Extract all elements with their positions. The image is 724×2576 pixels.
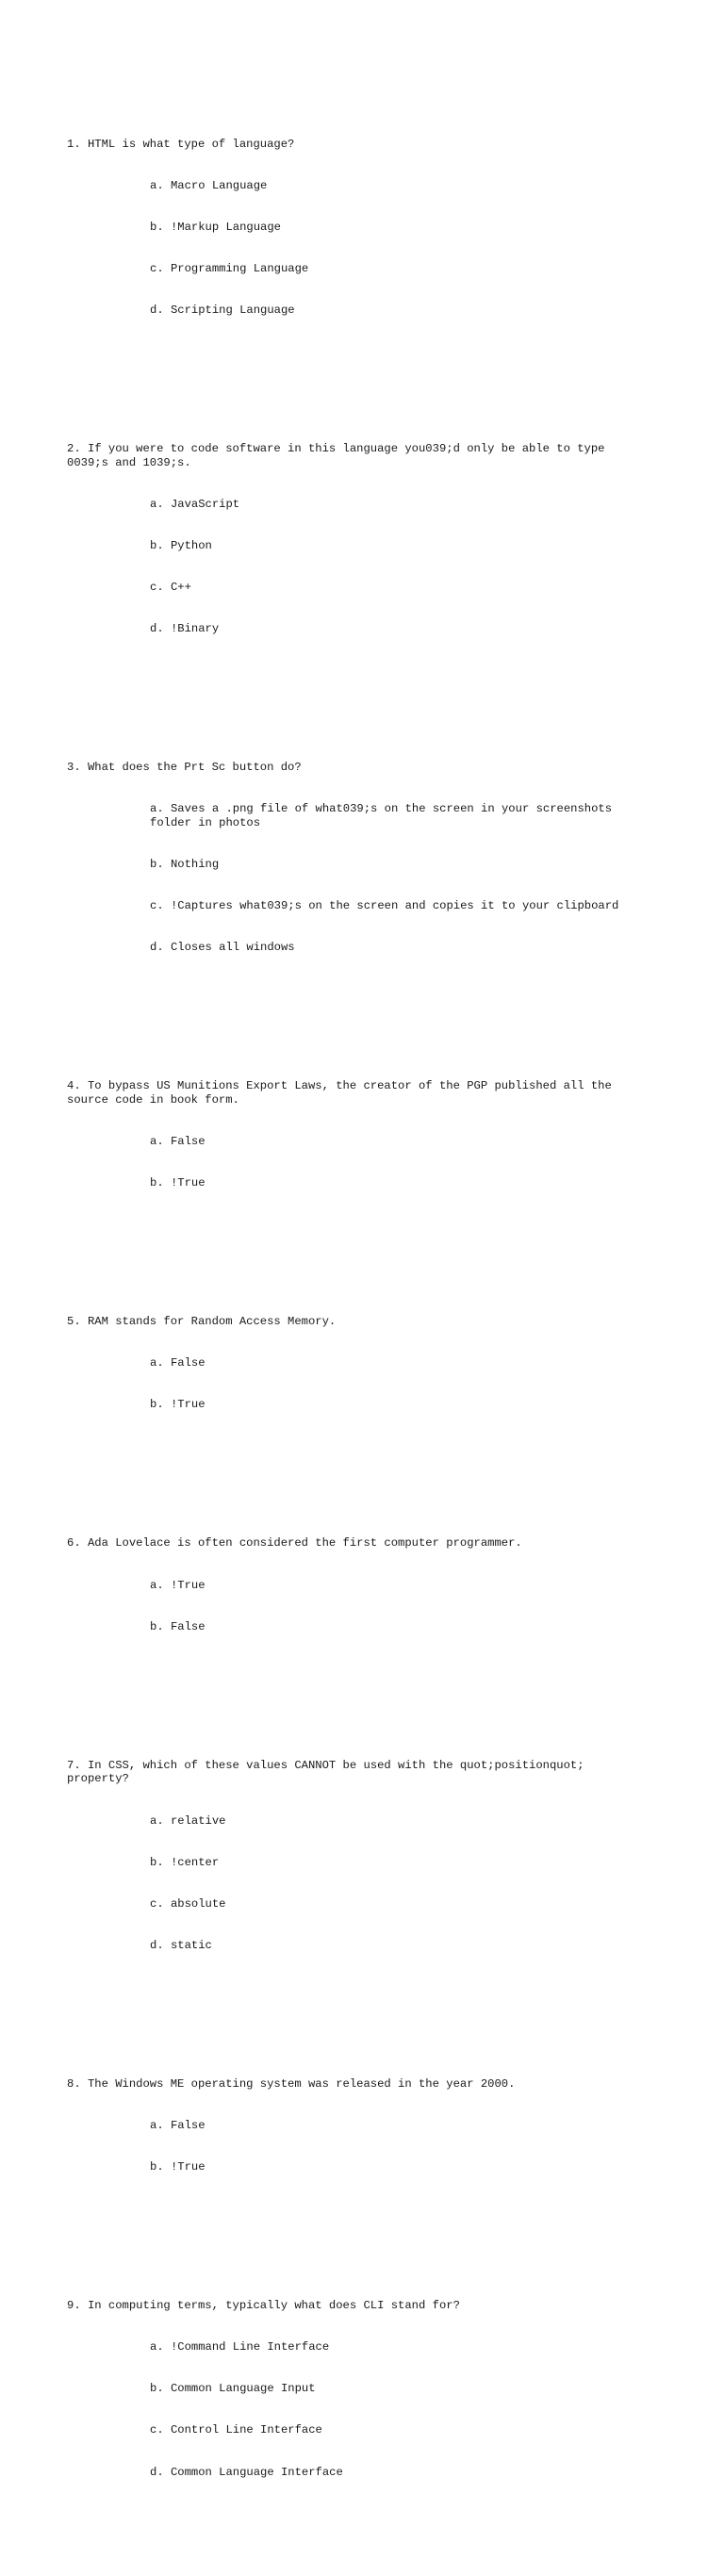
question-8 <box>67 2049 651 2202</box>
answer-option: b. False <box>150 1619 206 1633</box>
question-text: 7. In CSS, which of these values CANNOT be used with the quot;positionquot; property? <box>67 1758 591 1786</box>
question-2 <box>67 415 651 665</box>
answer-option: a. relative <box>150 1813 226 1828</box>
question-text: 5. RAM stands for Random Access Memory. <box>67 1315 337 1329</box>
question-6 <box>67 1509 651 1662</box>
question-1 <box>67 109 651 345</box>
answer-option: d. Scripting Language <box>150 303 295 317</box>
question-text: 8. The Windows ME operating system was released in the year 2000. <box>67 2076 516 2091</box>
answer-option: b. !True <box>150 1398 206 1412</box>
question-7 <box>67 1731 651 1980</box>
answer-option: a. Macro Language <box>150 178 268 192</box>
answer-option: d. !Binary <box>150 622 220 636</box>
quiz-content <box>67 68 651 2576</box>
question-text: 6. Ada Lovelace is often considered the first computer programmer. <box>67 1536 522 1551</box>
answer-option: b. Common Language Input <box>150 2382 316 2396</box>
answer-option: a. False <box>150 2118 206 2132</box>
answer-option: b. !True <box>150 2160 206 2174</box>
question-text: 4. To bypass US Munitions Export Laws, the creator of the PGP published all the source code in book form. <box>67 1079 619 1107</box>
answer-option: d. static <box>150 1938 212 1952</box>
answer-option: b. Python <box>150 538 212 552</box>
answer-option: a. False <box>150 1356 206 1370</box>
question-text: 3. What does the Prt Sc button do? <box>67 761 302 775</box>
question-text: 2. If you were to code software in this language you039;d only be able to type 0039;s and 1039;s. <box>67 441 612 469</box>
answer-option: c. absolute <box>150 1896 226 1911</box>
answer-option: a. False <box>150 1135 206 1149</box>
answer-option: b. !True <box>150 1176 206 1190</box>
question-4 <box>67 1052 651 1218</box>
answer-option: a. Saves a .png file of what039;s on the screen in your screenshots folder in photos <box>150 802 619 829</box>
answer-option: c. !Captures what039;s on the screen and copies it to your clipboard <box>150 899 619 913</box>
question-3 <box>67 733 651 983</box>
question-5 <box>67 1288 651 1440</box>
answer-option: a. JavaScript <box>150 497 240 511</box>
answer-option: d. Common Language Interface <box>150 2465 343 2479</box>
answer-option: b. !center <box>150 1855 220 1869</box>
answer-option: a. !True <box>150 1578 206 1592</box>
answer-option: c. Programming Language <box>150 261 309 275</box>
question-text: 9. In computing terms, typically what does CLI stand for? <box>67 2299 460 2313</box>
answer-option: c. Control Line Interface <box>150 2423 322 2437</box>
answer-option: d. Closes all windows <box>150 941 295 955</box>
answer-option: a. !Command Line Interface <box>150 2340 330 2354</box>
answer-option: b. Nothing <box>150 858 220 872</box>
answer-option: b. !Markup Language <box>150 220 281 234</box>
answer-option: c. C++ <box>150 581 191 594</box>
question-text: 1. HTML is what type of language? <box>67 137 295 151</box>
question-9 <box>67 2272 651 2507</box>
